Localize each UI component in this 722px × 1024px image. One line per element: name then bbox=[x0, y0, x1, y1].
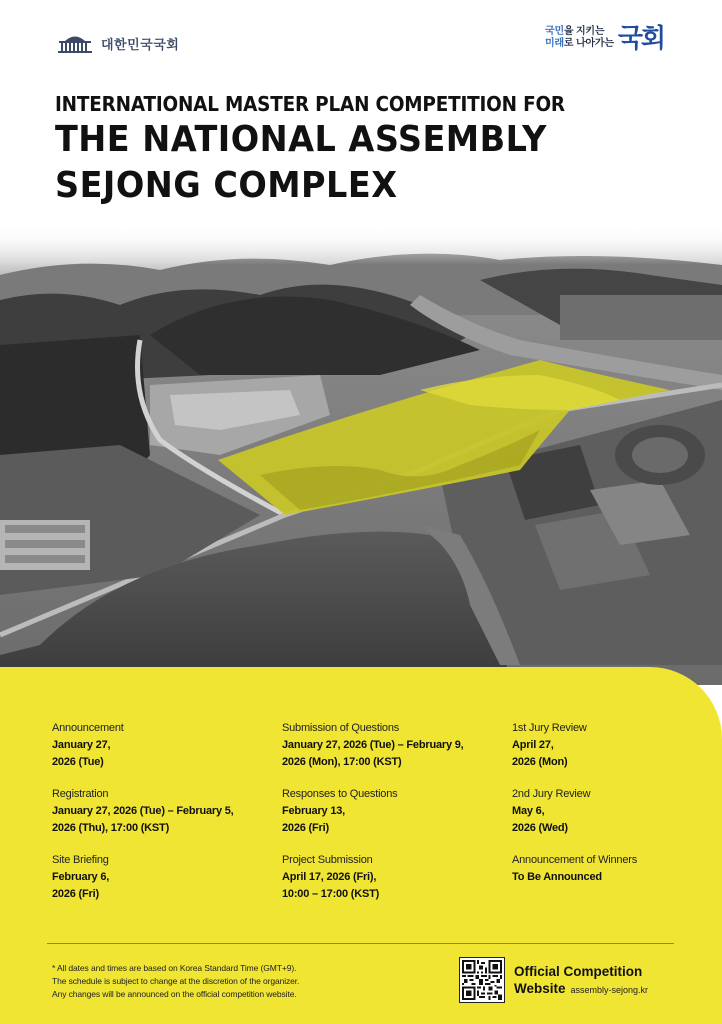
schedule-value: 2026 (Fri) bbox=[282, 822, 329, 834]
schedule-label: Site Briefing bbox=[52, 854, 109, 866]
title-line-2: SEJONG COMPLEX bbox=[55, 165, 398, 206]
org-name: 대한민국국회 bbox=[101, 36, 180, 52]
schedule-item-registration bbox=[52, 786, 282, 837]
schedule-item-project-submission bbox=[282, 852, 512, 903]
slogan bbox=[545, 26, 614, 50]
title-block bbox=[55, 92, 609, 208]
schedule-value: April 27, bbox=[512, 739, 554, 751]
schedule-item-responses-to-questions bbox=[282, 786, 512, 837]
schedule-label: Responses to Questions bbox=[282, 788, 398, 800]
slogan-line-1 bbox=[545, 26, 614, 38]
schedule-item-2nd-jury-review bbox=[512, 786, 682, 837]
footnote-line-1: * All dates and times are based on Korea Standard Time (GMT+9). bbox=[52, 963, 297, 973]
schedule-value: 2026 (Wed) bbox=[512, 822, 568, 834]
poster-header bbox=[0, 0, 722, 240]
website-text bbox=[514, 963, 648, 997]
schedule-value: January 27, 2026 (Tue) – February 9, bbox=[282, 739, 464, 751]
title-subheading: INTERNATIONAL MASTER PLAN COMPETITION FOR bbox=[55, 92, 565, 116]
schedule-column-2 bbox=[282, 720, 512, 918]
schedule-value: January 27, bbox=[52, 739, 111, 751]
schedule-item-announcement bbox=[52, 720, 282, 771]
footnote-line-3: Any changes will be announced on the official competition website. bbox=[52, 989, 297, 999]
website-title-line-2: Website bbox=[514, 981, 566, 996]
aerial-photo bbox=[0, 225, 722, 685]
schedule-label: Submission of Questions bbox=[282, 722, 400, 734]
slogan-rest-2: 로 나아가는 bbox=[563, 38, 614, 49]
schedule-item-site-briefing bbox=[52, 852, 282, 903]
qr-code[interactable] bbox=[459, 957, 505, 1003]
slogan-accent-2: 미래 bbox=[545, 38, 564, 49]
schedule-value: 2026 (Mon) bbox=[512, 756, 568, 768]
schedule-value: 2026 (Fri) bbox=[52, 888, 99, 900]
footnotes bbox=[52, 962, 299, 1001]
schedule-item-announcement-of-winners bbox=[512, 852, 682, 886]
schedule-value: 2026 (Mon), 17:00 (KST) bbox=[282, 756, 402, 768]
slogan-accent-1: 국민 bbox=[545, 26, 564, 37]
title-line-1: THE NATIONAL ASSEMBLY bbox=[55, 119, 547, 160]
schedule-value: January 27, 2026 (Tue) – February 5, bbox=[52, 805, 234, 817]
schedule-value: 10:00 – 17:00 (KST) bbox=[282, 888, 380, 900]
schedule-item-1st-jury-review bbox=[512, 720, 682, 771]
assembly-building-icon bbox=[55, 32, 95, 54]
schedule-column-3 bbox=[512, 720, 682, 918]
schedule-value: To Be Announced bbox=[512, 871, 602, 883]
qr-code-icon bbox=[462, 960, 502, 1000]
divider bbox=[47, 943, 674, 944]
official-website-block bbox=[459, 957, 648, 1003]
slogan-logo bbox=[545, 25, 664, 51]
schedule-label: 2nd Jury Review bbox=[512, 788, 591, 800]
schedule-value: May 6, bbox=[512, 805, 545, 817]
slogan-line-2 bbox=[545, 38, 614, 50]
schedule-label: 1st Jury Review bbox=[512, 722, 587, 734]
schedule-value: 2026 (Thu), 17:00 (KST) bbox=[52, 822, 170, 834]
website-url-link[interactable]: assembly-sejong.kr bbox=[570, 985, 649, 995]
schedule-column-1 bbox=[52, 720, 282, 918]
aerial-map-image bbox=[0, 225, 722, 685]
schedule-label: Registration bbox=[52, 788, 109, 800]
national-assembly-logo bbox=[55, 32, 179, 54]
schedule-value: February 13, bbox=[282, 805, 346, 817]
slogan-rest-1: 을 지키는 bbox=[563, 26, 605, 37]
schedule-label: Project Submission bbox=[282, 854, 373, 866]
schedule-value: February 6, bbox=[52, 871, 110, 883]
website-row bbox=[514, 980, 648, 997]
schedule-label: Announcement of Winners bbox=[512, 854, 638, 866]
schedule-panel bbox=[0, 667, 722, 1024]
schedule-value: 2026 (Tue) bbox=[52, 756, 104, 768]
schedule-value: April 17, 2026 (Fri), bbox=[282, 871, 377, 883]
schedule-grid bbox=[52, 720, 682, 918]
schedule-label: Announcement bbox=[52, 722, 124, 734]
footnote-line-2: The schedule is subject to change at the discretion of the organizer. bbox=[52, 976, 300, 986]
brand-mark: 국회 bbox=[617, 23, 665, 53]
schedule-item-submission-of-questions bbox=[282, 720, 512, 771]
website-title-line-1: Official Competition bbox=[514, 964, 643, 979]
